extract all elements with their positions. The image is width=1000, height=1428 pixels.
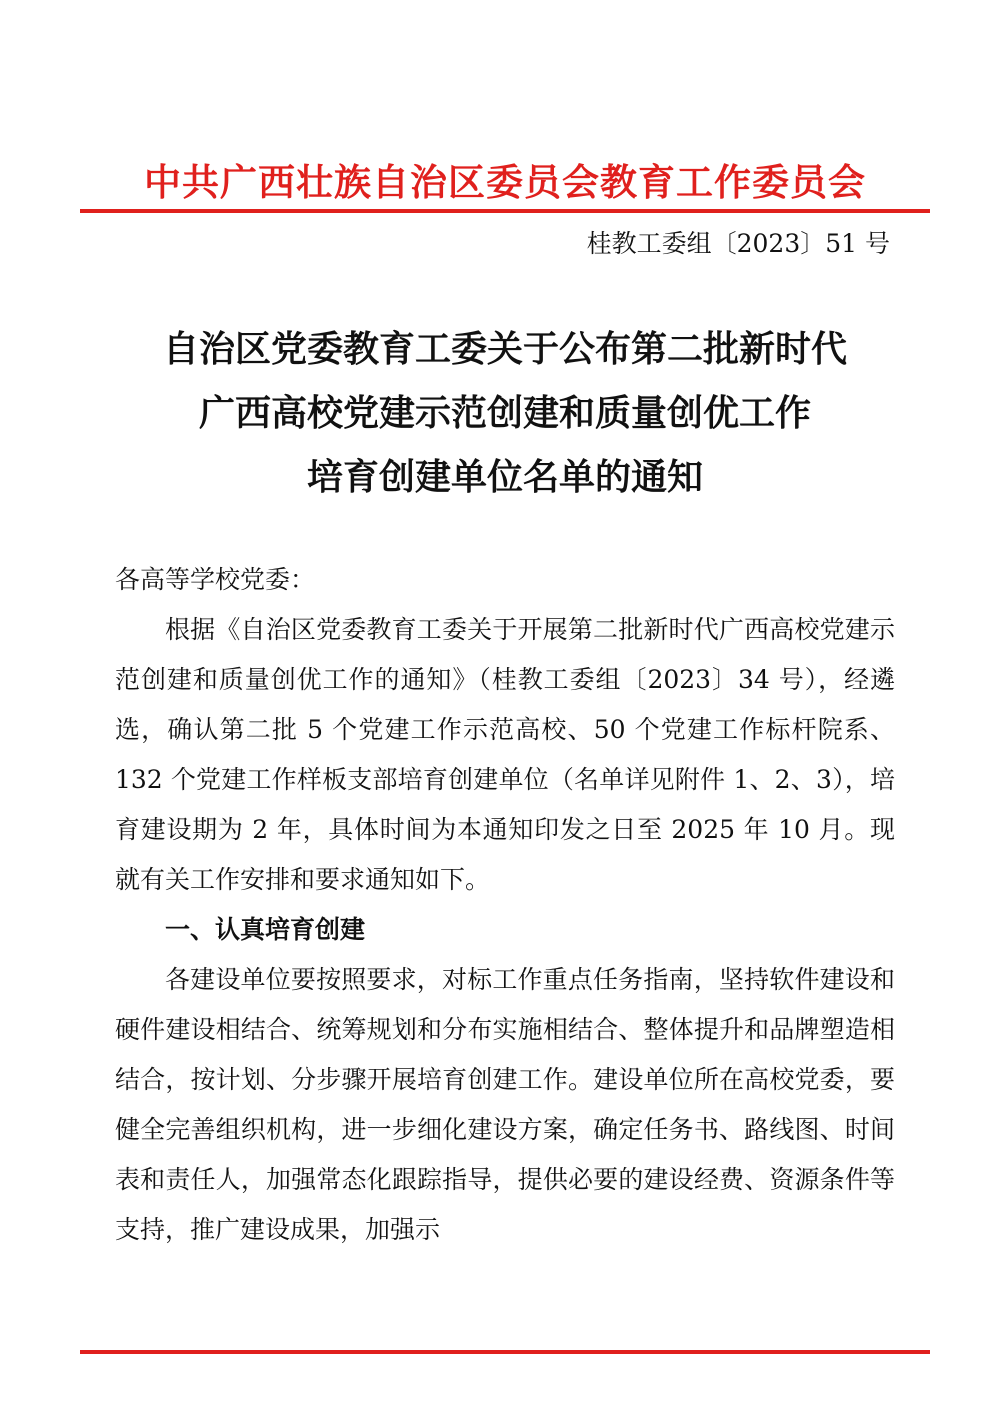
section-heading: 一、认真培育创建 [165, 915, 366, 944]
title-line: 广西高校党建示范创建和质量创优工作 [198, 393, 811, 434]
intro-paragraph: 根据《自治区党委教育工委关于开展第二批新时代广西高校党建示范创建和质量创优工作的通知》（桂教工委组〔2023〕34 号），经遴选，确认第二批 5 个党建工作示范高校、50 个党建工作标杆院系、132 个党建工作样板支部培育创建单位（名单详见附件 1、2、3），培育建设期为 2 年，具体时间为本通知印发之日至 2025 年 10 月。现就有关工作安排和要求通知如下。 [115, 615, 895, 894]
header-red-rule [80, 209, 930, 213]
document-number: 桂教工委组〔2023〕51 号 [586, 229, 890, 258]
footer-red-rule [80, 1350, 930, 1354]
section-paragraph: 各建设单位要按照要求，对标工作重点任务指南，坚持软件建设和硬件建设相结合、统筹规划和分布实施相结合、整体提升和品牌塑造相结合，按计划、分步骤开展培育创建工作。建设单位所在高校党委，要健全完善组织机构，进一步细化建设方案，确定任务书、路线图、时间表和责任人，加强常态化跟踪指导，提供必要的建设经费、资源条件等支持，推广建设成果，加强示 [115, 965, 895, 1244]
salutation: 各高等学校党委： [115, 565, 316, 594]
title-line: 自治区党委教育工委关于公布第二批新时代 [162, 329, 847, 370]
title-line: 培育创建单位名单的通知 [306, 457, 703, 498]
document-body [115, 555, 895, 1255]
issuing-organization-header: 中共广西壮族自治区委员会教育工作委员会 [144, 161, 866, 204]
document-title [80, 318, 930, 510]
